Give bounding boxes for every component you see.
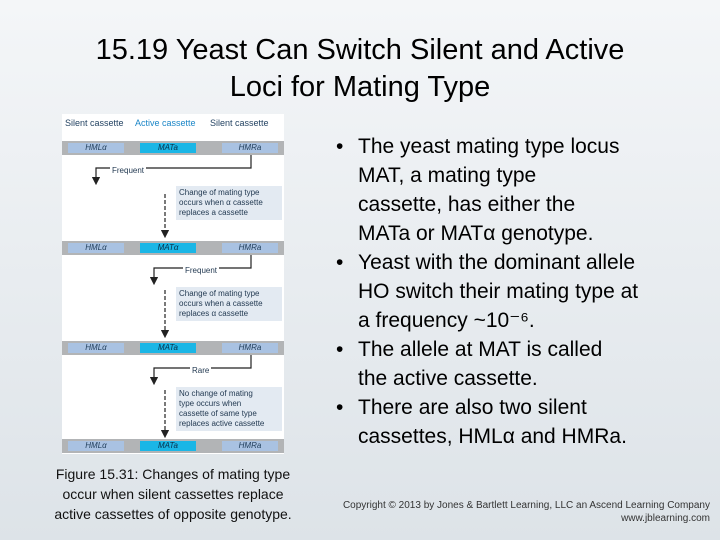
bullet-line: HO switch their mating type at bbox=[358, 280, 639, 303]
copyright-line: Copyright © 2013 by Jones & Bartlett Learning, LLC an Ascend Learning Company bbox=[342, 500, 710, 511]
cassette-hmr: HMRa bbox=[222, 243, 278, 253]
title-line-2: Loci for Mating Type bbox=[229, 71, 491, 103]
cassette-hml: HMLα bbox=[68, 441, 124, 451]
bullet-dot: • bbox=[336, 251, 344, 274]
cassette-hml: HMLα bbox=[68, 343, 124, 353]
cassette-hml: HMLα bbox=[68, 143, 124, 153]
note-line: replaces active cassette bbox=[179, 419, 265, 428]
note-no-change bbox=[176, 387, 282, 431]
cassette-hmr: HMRa bbox=[222, 143, 278, 153]
header-active-cassette: Active cassette bbox=[135, 118, 196, 128]
bullet-line: the active cassette. bbox=[358, 367, 538, 390]
note-line: replaces a cassette bbox=[179, 208, 248, 217]
bullet-item bbox=[336, 248, 716, 335]
slide-title bbox=[0, 32, 720, 106]
bullet-item bbox=[336, 132, 716, 248]
figure-caption bbox=[26, 464, 320, 524]
note-line: occurs when a cassette bbox=[179, 299, 263, 308]
chromosome-row-4 bbox=[62, 439, 284, 453]
chromosome-row-2 bbox=[62, 241, 284, 255]
note-change-a-replaces-alpha bbox=[176, 287, 282, 321]
bullet-line: Yeast with the dominant allele bbox=[358, 251, 636, 274]
bullet-dot: • bbox=[336, 135, 344, 158]
mating-type-switch-figure bbox=[62, 114, 284, 454]
frequency-label-2: Frequent bbox=[185, 266, 218, 275]
bullet-item bbox=[336, 393, 716, 451]
chromosome-row-1 bbox=[62, 141, 284, 155]
title-line-1: 15.19 Yeast Can Switch Silent and Active bbox=[95, 34, 625, 66]
publisher-url: www.jblearning.com bbox=[621, 513, 710, 524]
copyright-notice bbox=[340, 499, 710, 525]
note-line: replaces α cassette bbox=[179, 309, 249, 318]
cassette-mat: MATα bbox=[140, 243, 196, 253]
note-line: Change of mating type bbox=[179, 289, 260, 298]
bullet-list bbox=[336, 132, 716, 451]
cassette-mat: MATa bbox=[140, 343, 196, 353]
note-line: cassette of same type bbox=[179, 409, 257, 418]
bullet-line: MAT, a mating type bbox=[358, 164, 537, 187]
bullet-line: There are also two silent bbox=[358, 396, 587, 419]
bullet-line: cassettes, HMLα and HMRa. bbox=[358, 425, 627, 448]
cassette-mat: MATa bbox=[140, 143, 196, 153]
note-line: Change of mating type bbox=[179, 188, 260, 197]
bullet-line: The yeast mating type locus bbox=[358, 135, 620, 158]
caption-line-2: occur when silent cassettes replace bbox=[62, 486, 284, 502]
note-change-alpha-replaces-a bbox=[176, 186, 282, 220]
bullet-line: cassette, has either the bbox=[358, 193, 576, 216]
caption-line-1: Figure 15.31: Changes of mating type bbox=[55, 466, 291, 482]
cassette-mat: MATa bbox=[140, 441, 196, 451]
note-line: type occurs when bbox=[179, 399, 242, 408]
bullet-line: a frequency ~10⁻⁶. bbox=[358, 309, 535, 332]
bullet-item bbox=[336, 335, 716, 393]
cassette-hmr: HMRa bbox=[222, 343, 278, 353]
cassette-hmr: HMRa bbox=[222, 441, 278, 451]
note-line: occurs when α cassette bbox=[179, 198, 263, 207]
frequency-label-3: Rare bbox=[192, 366, 210, 375]
note-line: No change of mating bbox=[179, 389, 253, 398]
bullet-dot: • bbox=[336, 396, 344, 419]
header-silent-cassette-left: Silent cassette bbox=[65, 118, 124, 128]
bullet-line: The allele at MAT is called bbox=[358, 338, 603, 361]
chromosome-row-3 bbox=[62, 341, 284, 355]
frequency-label-1: Frequent bbox=[112, 166, 145, 175]
cassette-hml: HMLα bbox=[68, 243, 124, 253]
bullet-dot: • bbox=[336, 338, 344, 361]
caption-line-3: active cassettes of opposite genotype. bbox=[54, 506, 292, 522]
header-silent-cassette-right: Silent cassette bbox=[210, 118, 269, 128]
bullet-line: MATa or MATα genotype. bbox=[358, 222, 594, 245]
